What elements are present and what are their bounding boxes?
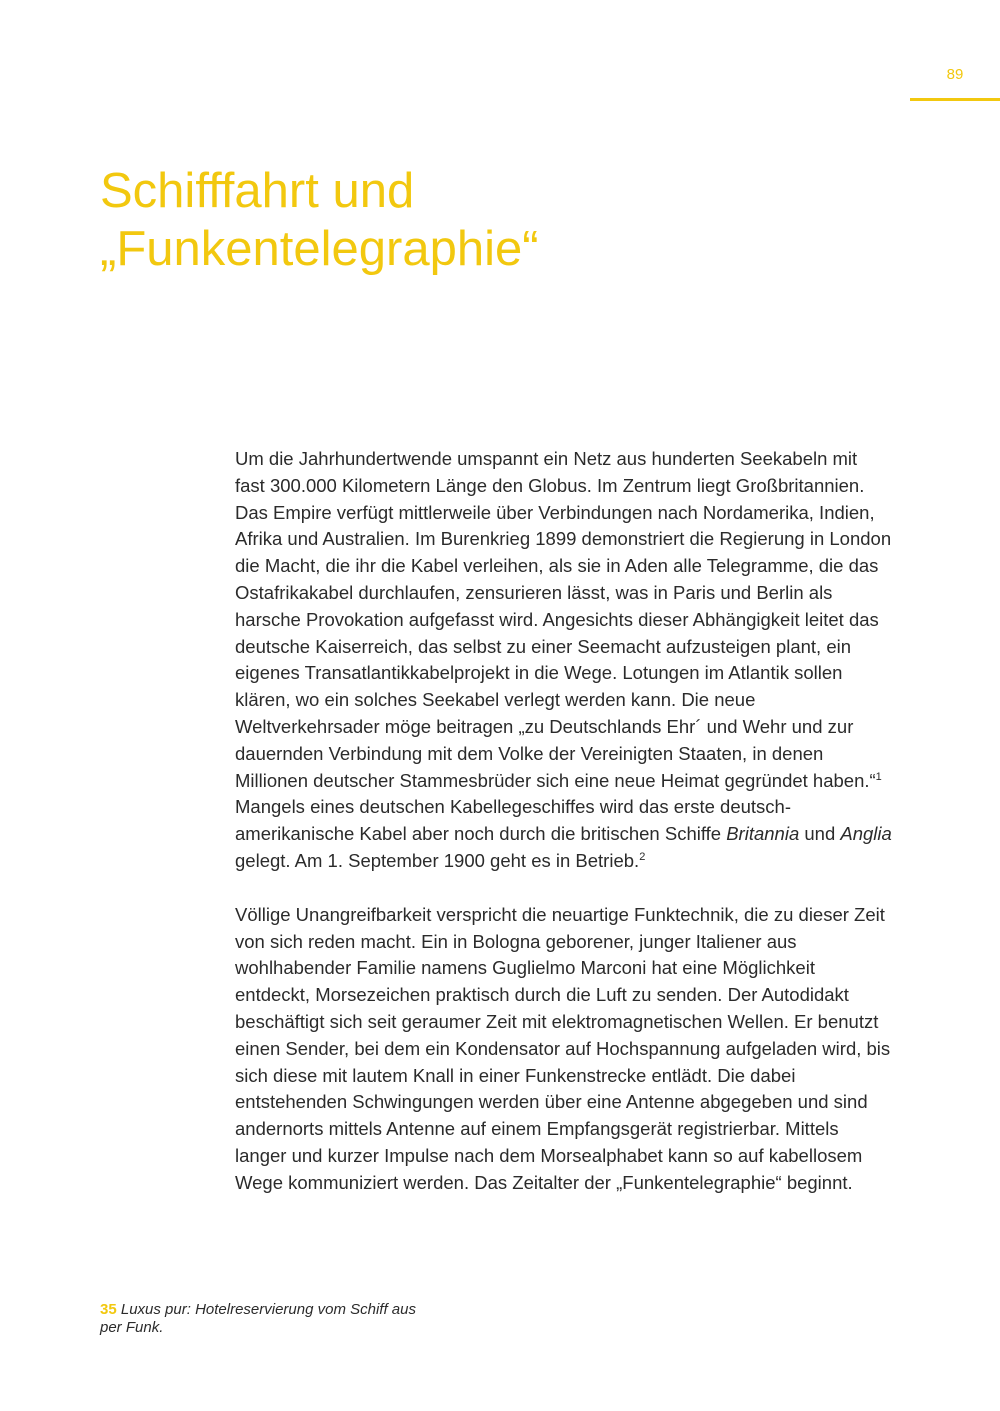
figure-caption [100,1301,440,1337]
paragraph-1-part-4: gelegt. Am 1. September 1900 geht es in Betrieb. [235,849,640,871]
paragraph-2: Völlige Unangreifbarkeit verspricht die neuartige Funktechnik, die zu dieser Zeit von sich reden macht. Ein in Bologna geborener, junger Italiener aus wohlhabender Familie namens Guglielmo Marconi hat eine Möglichkeit entdeckt, Morsezeichen praktisch durch die Luft zu senden. Der Autodidakt beschäftigt sich seit geraumer Zeit mit elektromagnetischen Wellen. Er benutzt einen Sender, bei dem ein Kondensator auf Hochspannung aufgeladen wird, bis sich diese mit lautem Knall in einer Funkenstrecke entlädt. Die dabei entstehenden Schwingungen werden über eine Antenne abgegeben und sind andernorts mittels Antenne auf einem Empfangsgerät registrierbar. Mittels langer und kurzer Impulse nach dem Morsealphabet kann so auf kabellosem Wege kommuniziert werden. Das Zeitalter der „Funkentelegraphie“ beginnt. [235,903,891,1193]
chapter-title-line-2: „Funkentelegraphie“ [100,222,539,276]
chapter-title [100,162,860,278]
body-text [235,446,892,1224]
paragraph-1 [235,446,892,875]
paragraph-1-part-3: und [799,823,841,845]
chapter-title-line-1: Schifffahrt und [100,164,415,218]
caption-text: Luxus pur: Hotelreservierung vom Schiff aus per Funk. [100,1301,416,1336]
paragraph-1-part-1: Um die Jahrhundertwende umspannt ein Netz aus hunderten Seekabeln mit fast 300.000 Kilometern Länge den Globus. Im Zentrum liegt Großbritannien. Das Empire verfügt mittlerweile über Verbindungen nach Nordamerika, Indien, Afrika und Australien. Im Burenkrieg 1899 demonstriert die Regierung in London die Macht, die ihr die Kabel verleihen, als sie in Aden alle Telegramme, die das Ostafrikakabel durchlaufen, zensurieren lässt, was in Paris und Berlin als harsche Provokation aufgefasst wird. Angesichts dieser Abhängigkeit leitet das deutsche Kaiserreich, das selbst zu einer Seemacht aufzusteigen plant, ein eigenes Transatlantikkabelprojekt in die Wege. Lotungen im Atlantik sollen klären, wo ein solches Seekabel verlegt werden kann. Die neue Weltverkehrsader möge beitragen „zu Deutschlands Ehr´ und Wehr und zur dauernden Verbindung mit dem Volke der Vereinigten Staaten, in denen Millionen deutscher Stammesbrüder sich eine neue Heimat gegründet haben.“ [235,448,892,791]
caption-number: 35 [100,1301,117,1318]
footnote-marker-2: 2 [639,850,646,863]
ship-name-britannia: Britannia [726,823,800,845]
footnote-marker-1: 1 [875,770,882,783]
page-number: 89 [946,66,964,83]
ship-name-anglia: Anglia [840,823,892,845]
paragraph-1-part-2: Mangels eines deutschen Kabellegeschiffes wird das erste deutsch-amerikanische Kabel aber noch durch die britischen Schiffe [235,796,792,845]
page-number-rule [910,98,1000,101]
